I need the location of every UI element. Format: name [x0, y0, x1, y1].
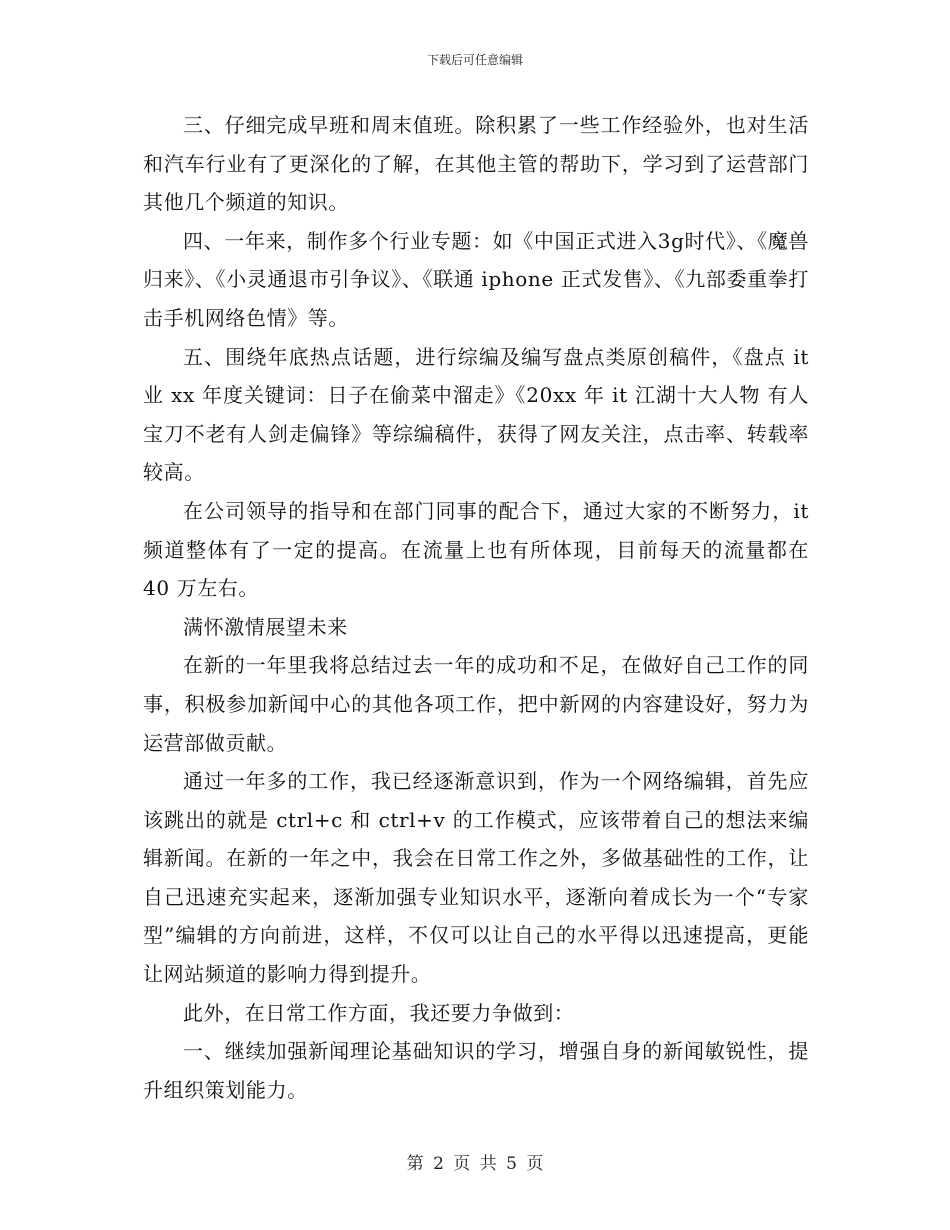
paragraph-goal-1: 一、继续加强新闻理论基础知识的学习，增强自身的新闻敏锐性，提升组织策划能力。: [143, 1039, 809, 1102]
page-header: 下载后可任意编辑: [426, 53, 523, 67]
paragraph-item-3-shifts: 三、仔细完成早班和周末值班。除积累了一些工作经验外，也对生活和汽车行业有了更深化的了解，在其他主管的帮助下，学习到了运营部门其他几个频道的知识。: [143, 113, 809, 215]
paragraph-item-5-year-end: 五、围绕年底热点话题，进行综编及编写盘点类原创稿件，《盘点 it 业 xx 年度关键词：日子在偷菜中溜走》《20xx 年 it 江湖十大人物 有人宝刀不老有人剑走偏锋》等综编稿件，获得了网友关注，点击率、转载率较高。: [143, 344, 809, 485]
paragraph-daily-goals-intro: 此外，在日常工作方面，我还要力争做到：: [183, 1000, 575, 1025]
paragraph-new-year-plan: 在新的一年里我将总结过去一年的成功和不足，在做好自己工作的同事，积极参加新闻中心的其他各项工作，把中新网的内容建设好，努力为运营部做贡献。: [143, 653, 809, 755]
paragraph-item-4-topics: 四、一年来，制作多个行业专题：如《中国正式进入3g时代》、《魔兽归来》、《小灵通退市引争议》、《联通 iphone 正式发售》、《九部委重拳打击手机网络色情》等。: [143, 228, 809, 330]
paragraph-editor-reflection: 通过一年多的工作，我已经逐渐意识到，作为一个网络编辑，首先应该跳出的就是 ctrl+c 和 ctrl+v 的工作模式，应该带着自己的想法来编辑新闻。在新的一年之中，我会在日常工作之外，多做基础性的工作，让自己迅速充实起来，逐渐加强专业知识水平，逐渐向着成长为一个“专家型”编辑的方向前进，这样，不仅可以让自己的水平得以迅速提高，更能让网站频道的影响力得到提升。: [143, 769, 809, 987]
document-body: [143, 106, 809, 1109]
section-heading-outlook: 满怀激情展望未来: [183, 614, 348, 639]
page-number: 第 2 页 共 5 页: [406, 1154, 544, 1174]
paragraph-team-results: 在公司领导的指导和在部门同事的配合下，通过大家的不断努力，it 频道整体有了一定的提高。在流量上也有所体现，目前每天的流量都在 40 万左右。: [143, 498, 809, 601]
